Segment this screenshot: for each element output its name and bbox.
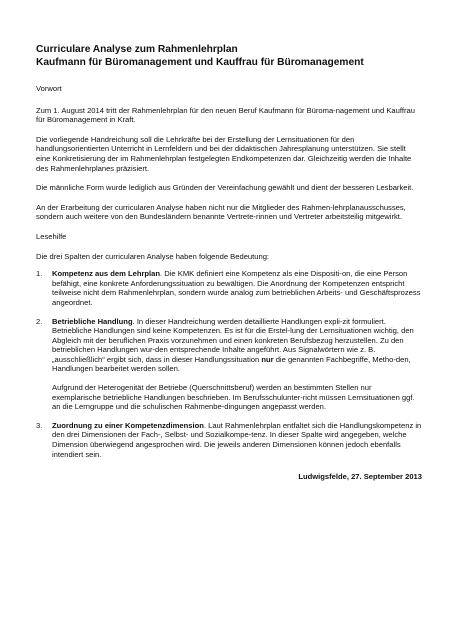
list-text: . In dieser Handreichung werden detaillierte Handlungen expli-zit formuliert. Betriebliche Handlungen sind keine Kompetenzen. Es ist für die Erstel-lung der Lernsituationen wichtig, den Abgleich mit der beruflichen Praxis vorzunehmen und einen konkreten Berufsbezug herzustellen. Zu den betrieblichen Handlungen wur-den entsprechende Inhalte angeführt. Aus Signalwörtern wie z. B. „ausschließlich“ ergibt sich, dass in dieser Handlungssituation [52,316,414,364]
list-term: Zuordnung zu einer Kompetenzdimension [52,420,204,430]
list-term: Betriebliche Handlung [52,316,133,326]
list-number: 1. [36,269,43,279]
lesehilfe-heading: Lesehilfe [36,231,67,241]
list-emphasis: nur [261,354,274,364]
signature-line: Ludwigsfelde, 27. September 2013 [298,472,422,482]
document-title [36,43,422,69]
vorwort-paragraph-3: Die männliche Form wurde lediglich aus Gründen der Vereinfachung gewählt und dient der besseren Lesbarkeit. [36,183,414,193]
vorwort-paragraph-1: Zum 1. August 2014 tritt der Rahmenlehrplan für den neuen Beruf Kaufmann für Büroma-nagement und Kauffrau für Büromanagement in Kraft. [36,105,415,125]
list-item [36,269,422,307]
vorwort-heading: Vorwort [36,84,62,93]
list-number: 3. [36,420,43,430]
list-item [36,421,422,459]
title-line-1: Curriculare Analyse zum Rahmenlehrplan [36,44,238,55]
list-text: . Die KMK definiert eine Kompetenz als eine Dispositi-on, die eine Person befähigt, eine konkrete Anforderungssituation zu bewältigen. Die Anordnung der Kompetenzen entspricht teilweise nicht dem Rahmenlehrplan, sondern wurde analog zum betrieblichen Arbeits- und Geschäftsprozess angeordnet. [52,269,421,307]
lesehilfe-intro: Die drei Spalten der curricularen Analyse haben folgende Bedeutung: [36,251,270,261]
list-paragraph-2: Aufgrund der Heterogenität der Betriebe (Querschnittsberuf) werden an bestimmten Stellen nur exemplarische betriebliche Handlungen beschrieben. Im Berufsschulunter-richt müssen Lernsituationen ggf. an die Lerngruppe und die schulischen Rahmenbe-dingungen angepasst werden. [52,383,415,412]
title-line-2: Kaufmann für Büromanagement und Kauffrau für Büromanagement [36,57,364,68]
list-term: Kompetenz aus dem Lehrplan [52,269,161,279]
vorwort-paragraph-4: An der Erarbeitung der curricularen Analyse haben nicht nur die Mitglieder des Rahmen-lehrplanausschusses, sondern auch weitere von den Bundesländern benannte Vertrete-rinnen und Vertreter arbeitsteilig mitgewirkt. [36,202,406,222]
list-text: die genannten Fachbegriffe, Metho-den, Handlungen bearbeitet werden sollen. [52,354,411,374]
vorwort-paragraph-2: Die vorliegende Handreichung soll die Lehrkräfte bei der Erstellung der Lernsituationen für den handlungsorientierten Unterricht in Lernfeldern und bei der didaktischen Jahresplanung unterstützen. Sie stellt eine Konkretisierung der im Rahmenlehrplan festgelegten Endkompetenzen dar. Gleichzeitig werden die Inhalte des Rahmenlehrplanes präzisiert. [36,134,412,173]
list-text: . Laut Rahmenlehrplan entfaltet sich die Handlungskompetenz in den drei Dimensionen der Fach-, Selbst- und Sozialkompe-tenz. In dieser Spalte wird angegeben, welche Dimension überwiegend angesprochen wird. Die jeweils anderen Dimensionen können jedoch ebenfalls intendiert sein. [52,420,422,459]
list-number: 2. [36,316,43,326]
list-item [36,317,422,412]
column-explanation-list [36,269,422,459]
